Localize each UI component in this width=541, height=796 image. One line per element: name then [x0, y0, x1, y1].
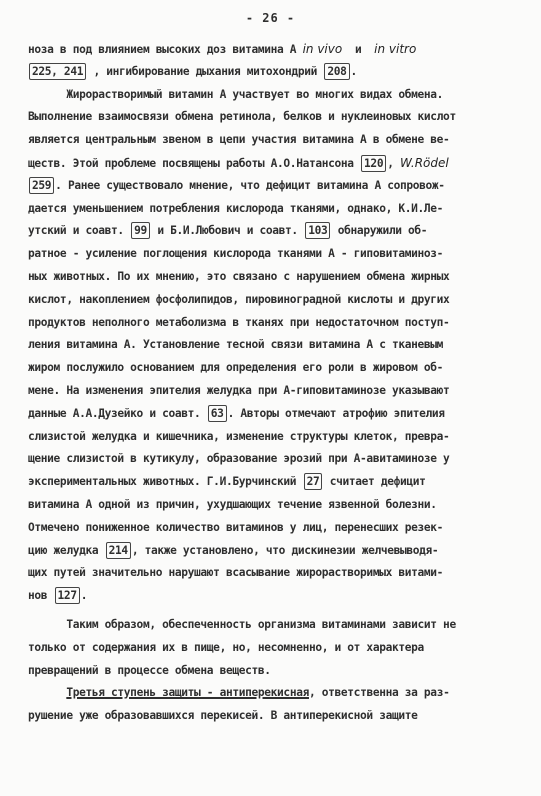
text-run: экспериментальных животных. Г.И.Бурчинский — [28, 475, 303, 489]
text-line — [28, 152, 516, 175]
text-run: нов — [28, 589, 54, 603]
text-line — [28, 106, 516, 129]
text-run: ноза в под влиянием высоких доз витамина А — [28, 43, 303, 56]
text-run: ществ. Этой проблеме посвящены работы А.О.Натансона — [28, 156, 361, 170]
text-run: ных животных. По их мнению, это связано с нарушением обмена жирных — [28, 269, 450, 283]
text-line — [28, 471, 516, 494]
citation-ref: 208 — [324, 63, 349, 80]
text-run: , ответственна за раз- — [308, 686, 450, 700]
page-number: - 26 - — [245, 11, 296, 25]
text-line — [28, 540, 516, 563]
text-line — [28, 614, 516, 637]
citation-ref: 103 — [305, 222, 330, 239]
text-line — [28, 585, 516, 608]
text-line — [28, 682, 516, 705]
text-run: дается уменьшением потребления кислорода тканями, однако, К.И.Ле- — [28, 201, 444, 215]
text-run: цию желудка — [28, 543, 105, 557]
text-run: Жирорастворимый витамин А участвует во многих видах обмена. — [28, 87, 444, 101]
text-line — [28, 357, 516, 380]
text-line — [28, 334, 516, 357]
citation-ref: 63 — [208, 405, 227, 422]
text-run: . — [80, 589, 88, 603]
body-text — [28, 38, 516, 728]
handwritten-text: in vivo — [302, 42, 343, 56]
text-run: и — [342, 43, 375, 56]
citation-ref: 127 — [55, 587, 80, 604]
text-line — [28, 243, 516, 266]
citation-ref: 99 — [131, 222, 150, 239]
text-run: , — [387, 156, 400, 170]
text-run: рушение уже образовавшихся перекисей. В антиперекисной защите — [28, 709, 418, 723]
text-line — [28, 426, 516, 449]
text-line — [28, 660, 516, 683]
text-line — [28, 266, 516, 289]
text-line — [28, 38, 516, 61]
citation-ref: 27 — [304, 473, 323, 490]
text-run: данные А.А.Дузейко и соавт. — [28, 406, 207, 420]
text-line — [28, 175, 516, 198]
citation-ref: 214 — [106, 542, 131, 559]
text-run: ления витамина А. Установление тесной связи витамина А с тканевым — [28, 338, 444, 352]
text-run: обнаружили об- — [331, 224, 428, 238]
text-line — [28, 198, 516, 221]
text-line — [28, 289, 516, 312]
handwritten-text: in vitro — [374, 42, 417, 56]
text-line — [28, 517, 516, 540]
text-run: продуктов неполного метаболизма в тканях при недостаточном поступ- — [28, 315, 450, 329]
text-line — [28, 312, 516, 335]
text-run: Выполнение взаимосвязи обмена ретинола, белков и нуклеиновых кислот — [28, 110, 456, 124]
text-run: щих путей значительно нарушают всасывание жирорастворимых витами- — [28, 566, 444, 580]
text-run: только от содержания их в пище, но, несомненно, и от характера — [28, 640, 424, 654]
text-run: , ингибирование дыхания митохондрий — [87, 64, 324, 78]
citation-ref: 120 — [361, 155, 386, 172]
text-line — [28, 562, 516, 585]
text-line — [28, 637, 516, 660]
text-run: Отмечено пониженное количество витаминов у лиц, перенесших резек- — [28, 520, 444, 534]
text-line — [28, 705, 516, 728]
text-line — [28, 494, 516, 517]
text-run: утский и соавт. — [28, 224, 131, 238]
text-run: , также установлено, что дискинезии желчевыводя- — [131, 543, 439, 557]
text-run: Таким образом, обеспеченность организма витаминами зависит не — [28, 617, 456, 631]
text-run: жиром послужило основанием для определения его роли в жировом об- — [28, 361, 444, 375]
text-run: . Авторы отмечают атрофию эпителия — [227, 406, 445, 420]
text-line — [28, 448, 516, 471]
text-run: превращений в процессе обмена веществ. — [28, 663, 271, 677]
text-run: кислот, накоплением фосфолипидов, пировиноградной кислоты и других — [28, 292, 450, 306]
citation-ref: 225, 241 — [29, 63, 86, 80]
underlined-heading: Третья ступень защиты - антиперекисная — [66, 686, 309, 700]
text-line — [28, 129, 516, 152]
text-line — [28, 220, 516, 243]
text-run: является центральным звеном в цепи участия витамина А в обмене ве- — [28, 133, 450, 147]
text-run: щение слизистой в кутикулу, образование эрозий при А-авитаминозе у — [28, 452, 450, 466]
text-run: витамина А одной из причин, ухудшающих течение язвенной болезни. — [28, 497, 437, 511]
text-run: слизистой желудка и кишечника, изменение структуры клеток, превра- — [28, 429, 450, 443]
citation-ref: 259 — [29, 177, 54, 194]
text-run — [28, 686, 66, 699]
text-run: мене. На изменения эпителия желудка при А-гиповитаминозе указывают — [28, 383, 450, 397]
text-line — [28, 380, 516, 403]
text-run: ратное - усиление поглощения кислорода тканями А - гиповитаминоз- — [28, 247, 444, 261]
text-line — [28, 403, 516, 426]
text-run: . Ранее существовало мнение, что дефицит витамина А сопровож- — [55, 178, 445, 192]
handwritten-text: W.Rödel — [400, 155, 449, 170]
text-run: и Б.И.Любович и соавт. — [150, 224, 305, 238]
text-line — [28, 61, 516, 84]
text-run: считает дефицит — [323, 475, 426, 489]
text-line — [28, 84, 516, 107]
text-run: . — [350, 64, 357, 78]
